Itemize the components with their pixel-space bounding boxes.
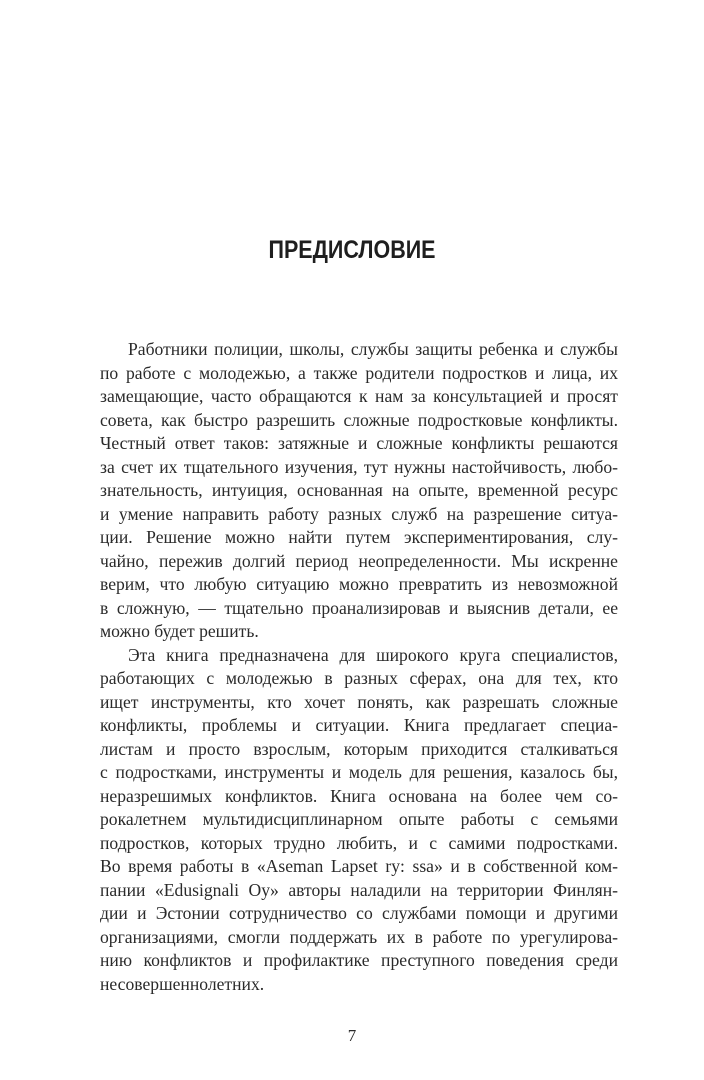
page-number: 7 [347, 1026, 357, 1045]
text-line: Работники полиции, школы, службы защиты ребенка и службы [128, 339, 618, 359]
text-line: верим, что любую ситуацию можно превратить из невозможной [100, 574, 618, 594]
text-line: пании «Edusignali Oy» авторы наладили на территории Финлян- [100, 879, 618, 900]
paragraph [100, 338, 618, 644]
text-line: Честный ответ таков: затяжные и сложные конфликты решаются [100, 433, 618, 453]
text-line: и умение направить работу разных служб на разрешение ситуа- [100, 503, 618, 524]
text-line: рокалетнем мультидисциплинарном опыте работы с семьями [100, 809, 618, 829]
page-title: ПРЕДИСЛОВИЕ [268, 236, 436, 264]
text-line: за счет их тщательного изучения, тут нужны настойчивость, любо- [100, 456, 618, 477]
text-line: работающих с молодежью в разных сферах, она для тех, кто [100, 668, 618, 688]
text-line: ции. Решение можно найти путем экспериментирования, слу- [100, 527, 618, 547]
text-line: конфликты, проблемы и ситуации. Книга предлагает специа- [100, 715, 618, 735]
text-line: с подростками, инструменты и модель для решения, казалось бы, [100, 762, 618, 782]
text-line: чайно, пережив долгий период неопределенности. Мы искренне [100, 550, 618, 571]
text-line: несовершеннолетних. [100, 973, 265, 994]
text-line: замещающие, часто обращаются к нам за консультацией и просят [100, 386, 618, 406]
text-line: Во время работы в «Aseman Lapset ry: ssa» и в собственной ком- [100, 856, 618, 876]
text-line: знательность, интуиция, основанная на опыте, временной ресурс [100, 480, 618, 500]
text-line: подростков, которых трудно любить, и с самими подростками. [100, 832, 618, 853]
text-line: можно будет решить. [100, 621, 259, 641]
text-line: организациями, смогли поддержать их в работе по урегулирова- [100, 926, 618, 947]
body-text [100, 338, 618, 996]
text-line: дии и Эстонии сотрудничество со службами помощи и другими [100, 903, 618, 923]
text-line: листам и просто взрослым, которым приходится сталкиваться [100, 738, 618, 759]
text-line: нию конфликтов и профилактике преступного поведения среди [100, 950, 618, 970]
text-line: неразрешимых конфликтов. Книга основана на более чем со- [100, 785, 618, 806]
text-line: Эта книга предназначена для широкого круга специалистов, [128, 644, 618, 665]
text-line: по работе с молодежью, а также родители подростков и лица, их [100, 362, 618, 383]
paragraph [100, 644, 618, 997]
text-line: ищет инструменты, кто хочет понять, как разрешать сложные [100, 691, 618, 712]
text-line: совета, как быстро разрешить сложные подростковые конфликты. [100, 409, 618, 430]
text-line: в сложную, — тщательно проанализировав и выяснив детали, ее [100, 597, 618, 618]
